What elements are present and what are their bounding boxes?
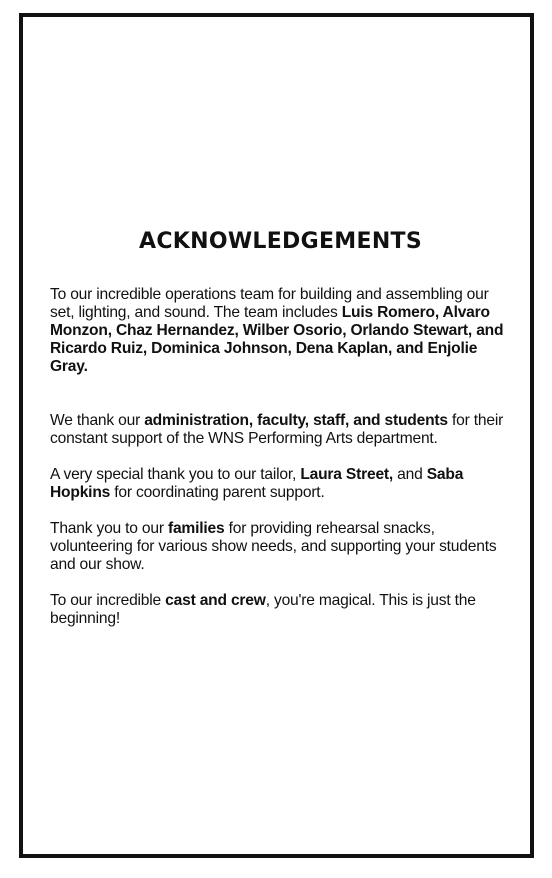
paragraph-text: for their constant support of the WNS Performing Arts department. (50, 412, 504, 447)
page-title: ACKNOWLEDGEMENTS (139, 229, 422, 254)
families-label: families (167, 520, 225, 537)
paragraph-text: for providing rehearsal snacks, volunteering for various show needs, and supporting your students and our show. (50, 520, 497, 573)
paragraph-administration (50, 412, 510, 448)
paragraph-text: We thank our (50, 412, 145, 429)
paragraph-text: , you're magical. This is just the beginning! (50, 592, 476, 627)
paragraph-tailor (50, 466, 510, 502)
paragraph-operations-team (50, 286, 510, 376)
paragraph-text: for coordinating parent support. (110, 484, 325, 501)
acknowledgements-body (50, 286, 510, 628)
operations-team-names: Luis Romero, Alvaro Monzon, Chaz Hernandez, Wilber Osorio, Orlando Stewart, and Ricardo Ruiz, Dominica Johnson, Dena Kaplan, and Enjolie Gray. (50, 304, 504, 375)
parent-coordinator-name: Saba Hopkins (50, 466, 464, 501)
paragraph-families (50, 520, 510, 574)
paragraph-text: To our incredible (50, 592, 166, 609)
paragraph-text: A very special thank you to our tailor, (50, 466, 301, 483)
paragraph-text: To our incredible operations team for building and assembling our set, lighting, and sound. The team includes (50, 286, 489, 321)
paragraph-text: and (393, 466, 427, 483)
paragraph-cast-crew (50, 592, 510, 628)
tailor-name: Laura Street, (300, 466, 394, 483)
administration-groups: administration, faculty, staff, and students (144, 412, 448, 429)
page-border (19, 13, 534, 858)
cast-crew-label: cast and crew (165, 592, 266, 609)
paragraph-text: Thank you to our (50, 520, 168, 537)
